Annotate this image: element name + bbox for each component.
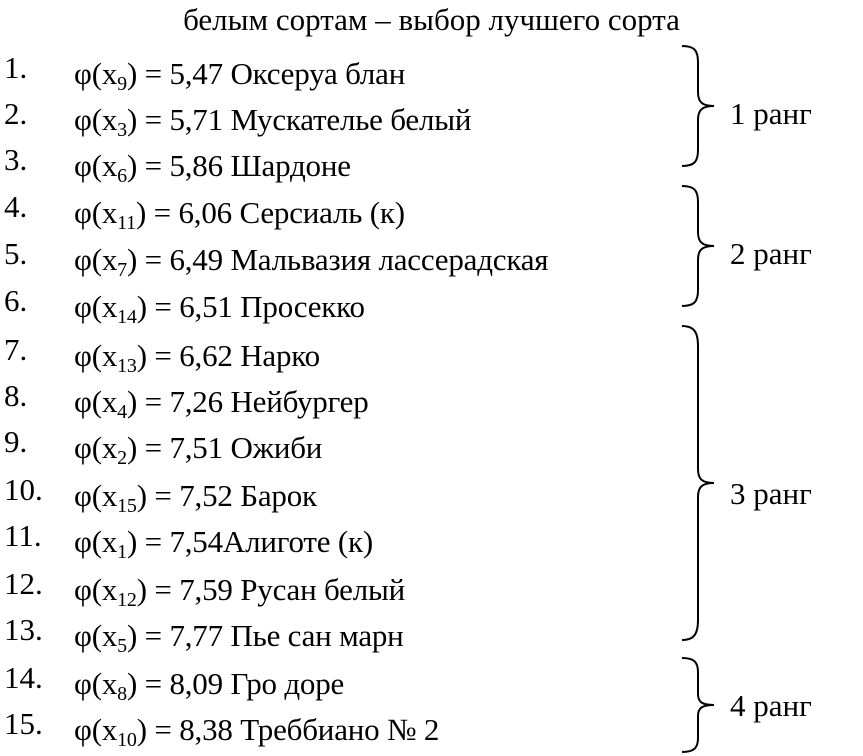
item-number: 8. xyxy=(4,378,28,413)
document-heading: белым сортам – выбор лучшего сорта xyxy=(183,2,680,37)
item-number: 6. xyxy=(4,283,28,318)
right-brace-icon xyxy=(680,44,720,168)
item-expression: $\varphi(x_3) = 5,71$ Мускателье белый xyxy=(74,102,472,141)
rank-label: 1 ранг xyxy=(730,96,812,131)
item-number: 2. xyxy=(4,96,28,131)
rank-label: 2 ранг xyxy=(730,236,812,271)
item-expression: $\varphi(x_6) = 5,86$ Шардоне xyxy=(74,148,351,187)
item-expression: $\varphi(x_8) = 8,09$ Гро доре xyxy=(74,666,345,705)
item-number: 9. xyxy=(4,424,28,459)
item-number: 14. xyxy=(4,660,43,695)
item-number: 15. xyxy=(4,706,43,741)
item-expression: $\varphi(x_4) = 7,26$ Нейбургер xyxy=(74,384,369,423)
rank-label: 3 ранг xyxy=(730,476,812,511)
item-expression: $\varphi(x_{10}) = 8,38$ Треббиано № 2 xyxy=(74,712,440,751)
item-expression: $\varphi(x_2) = 7,51$ Ожиби xyxy=(74,430,323,469)
item-number: 12. xyxy=(4,566,43,601)
item-expression: $\varphi(x_{13}) = 6,62$ Нарко xyxy=(74,338,320,377)
right-brace-icon xyxy=(680,324,720,642)
right-brace-icon xyxy=(680,656,720,754)
item-number: 11. xyxy=(4,518,42,553)
rank-label: 4 ранг xyxy=(730,688,812,723)
item-number: 4. xyxy=(4,189,28,224)
item-expression: $\varphi(x_1)$ = 7,54Алиготе (к) xyxy=(74,524,373,563)
item-expression: $\varphi(x_5) = 7,77$ Пье сан марн xyxy=(74,618,404,657)
item-expression: $\varphi(x_{14}) = 6,51$ Просекко xyxy=(74,289,365,328)
item-number: 5. xyxy=(4,236,28,271)
item-expression: $\varphi(x_{12}) = 7,59$ Русан белый xyxy=(74,572,406,611)
item-number: 7. xyxy=(4,332,28,367)
item-number: 1. xyxy=(4,50,28,85)
item-expression: $\varphi(x_{15}) = 7,52$ Барок xyxy=(74,478,317,517)
item-number: 3. xyxy=(4,142,28,177)
item-expression: $\varphi(x_{11}) = 6,06$ Серсиаль (к) xyxy=(74,195,405,234)
item-number: 10. xyxy=(4,472,43,507)
right-brace-icon xyxy=(680,184,720,308)
item-expression: $\varphi(x_9) = 5,47$ Оксеруа блан xyxy=(74,56,406,95)
item-expression: $\varphi(x_7) = 6,49$ Мальвазия лассерадская xyxy=(74,242,549,281)
item-number: 13. xyxy=(4,612,43,647)
